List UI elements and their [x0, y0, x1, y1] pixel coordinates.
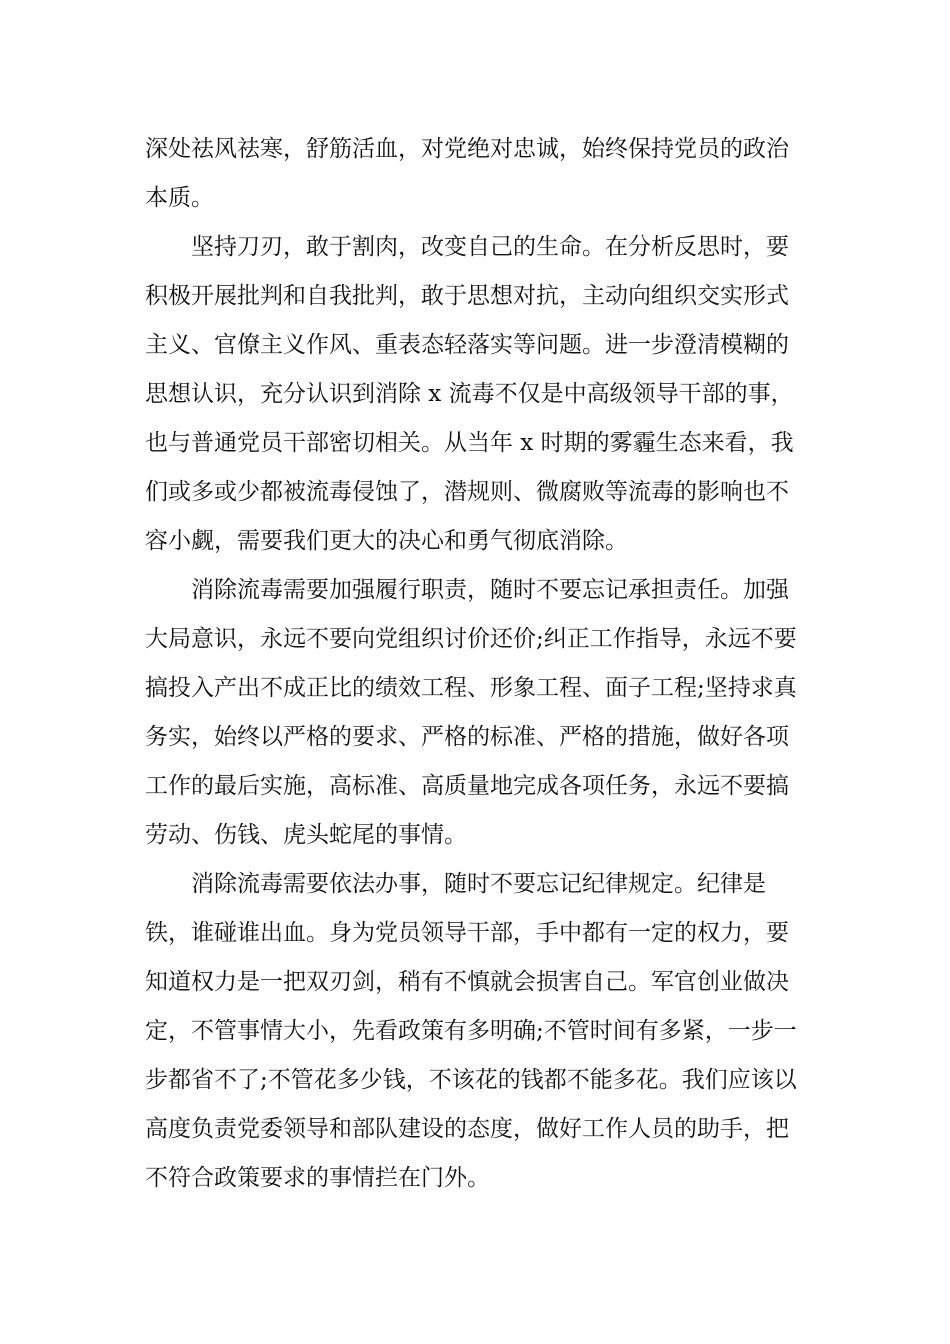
document-body	[145, 125, 810, 1203]
paragraph-continuation: 深处祛风祛寒，舒筋活血，对党绝对忠诚，始终保持党员的政治本质。	[145, 136, 789, 211]
paragraph-law: 消除流毒需要依法办事，随时不要忘记纪律规定。纪律是铁，谁碰谁出血。身为党员领导干部，手中都有一定的权力，要知道权力是一把双刃剑，稍有不慎就会损害自己。军官创业做决定，不管事情大小，先看政策有多明确;不管时间有多紧，一步一步都省不了;不管花多少钱，不该花的钱都不能多花。我们应该以高度负责党委领导和部队建设的态度，做好工作人员的助手，把不符合政策要求的事情拦在门外。	[145, 871, 797, 1191]
paragraph-duty: 消除流毒需要加强履行职责，随时不要忘记承担责任。加强大局意识，永远不要向党组织讨价还价;纠正工作指导，永远不要搞投入产出不成正比的绩效工程、形象工程、面子工程;坚持求真务实，始终以严格的要求、严格的标准、严格的措施，做好各项工作的最后实施，高标准、高质量地完成各项任务，永远不要搞劳动、伤钱、虎头蛇尾的事情。	[145, 577, 797, 848]
paragraph-blade: 坚持刀刃，敢于割肉，改变自己的生命。在分析反思时，要积极开展批判和自我批判，敢于思想对抗，主动向组织交实形式主义、官僚主义作风、重表态轻落实等问题。进一步澄清模糊的思想认识，充分认识到消除 x 流毒不仅是中高级领导干部的事，也与普通党员干部密切相关。从当年 x 时期的雾霾生态来看，我们或多或少都被流毒侵蚀了，潜规则、微腐败等流毒的影响也不容小觑，需要我们更大的决心和勇气彻底消除。	[145, 234, 794, 554]
